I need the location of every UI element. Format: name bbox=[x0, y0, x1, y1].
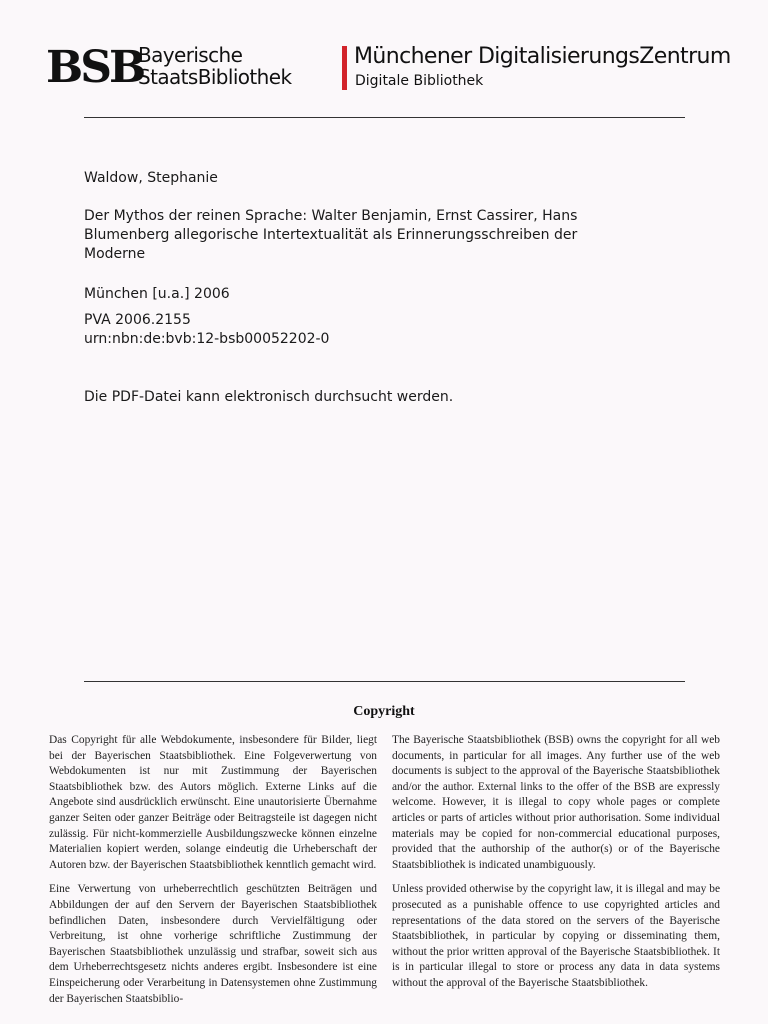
copyright-english-paragraph-2: Unless provided otherwise by the copyright law, it is illegal and may be prosecuted as a punishable offence to use copyrighted articles and representations of the data stored on the servers of the Bayerische Staatsbibliothek, in particular by copying or disseminating them, without the prior written approval of the Bayerische Staatsbibliothek. It is in particular illegal to store or process any data in data systems without the approval of the Bayerische Staatsbibliothek. bbox=[392, 883, 720, 989]
page-header bbox=[46, 42, 746, 92]
bsb-name-line1: Bayerische bbox=[138, 43, 243, 67]
record-shelfmark: PVA 2006.2155 bbox=[84, 312, 191, 328]
bottom-divider bbox=[84, 681, 685, 682]
mdz-subtitle: Digitale Bibliothek bbox=[355, 73, 484, 89]
bsb-logo: BSB bbox=[46, 42, 144, 93]
copyright-heading: Copyright bbox=[353, 704, 415, 719]
mdz-red-bar bbox=[342, 46, 347, 90]
copyright-english-column bbox=[392, 733, 720, 1001]
bsb-name-line2: StaatsBibliothek bbox=[138, 65, 292, 89]
searchable-note: Die PDF-Datei kann elektronisch durchsucht werden. bbox=[84, 389, 454, 405]
top-divider bbox=[84, 117, 685, 118]
mdz-title: Münchener DigitalisierungsZentrum bbox=[354, 44, 731, 69]
copyright-german-paragraph-1: Das Copyright für alle Webdokumente, insbesondere für Bilder, liegt bei der Bayerischen Staatsbibliothek. Eine Folgeverwertung von Webdokumenten ist nur mit Zustimmung der Bayerischen Staatsbibliothek bzw. des Autors möglich. Externe Links auf die Angebote sind ausdrücklich erwünscht. Eine unautorisierte Übernahme ganzer Seiten oder ganzer Beiträge oder Beitragsteile ist dagegen nicht zulässig. Für nicht-kommerzielle Ausbildungszwecke können einzelne Materialien kopiert werden, solange eindeutig die Urheberschaft der Autoren bzw. der Bayerischen Staatsbibliothek kenntlich gemacht wird. bbox=[49, 734, 377, 871]
copyright-german-column bbox=[49, 733, 377, 1016]
copyright-english-paragraph-1: The Bayerische Staatsbibliothek (BSB) owns the copyright for all web documents, in particular for all images. Any further use of the web documents is subject to the approval of the Bayerische Staatsbibliothek and/or the author. External links to the offer of the BSB are expressly welcome. However, it is illegal to copy whole pages or complete articles or parts of articles without prior authorisation. Some individual materials may be copied for non-commercial educational purposes, provided that the authorship of the author(s) or of the Bayerische Staatsbibliothek is indicated unambiguously. bbox=[392, 734, 720, 871]
copyright-german-paragraph-2: Eine Verwertung von urheberrechtlich geschützten Beiträgen und Abbildungen der auf den Servern der Bayerischen Staatsbibliothek befindlichen Daten, insbesondere durch Vervielfältigung oder Verbreitung, ist ohne vorherige schriftliche Zustimmung der Bayerischen Staatsbibliothek unzulässig und strafbar, soweit sich aus dem Urheberrechtsgesetz nichts anderes ergibt. Insbesondere ist eine Einspeicherung oder Verarbeitung in Datensystemen ohne Zustimmung der Bayerischen Staatsbiblio- bbox=[49, 883, 377, 1005]
record-urn: urn:nbn:de:bvb:12-bsb00052202-0 bbox=[84, 331, 330, 347]
record-author: Waldow, Stephanie bbox=[84, 170, 218, 186]
record-title: Der Mythos der reinen Sprache: Walter Benjamin, Ernst Cassirer, Hans Blumenberg allegorische Intertextualität als Erinnerungsschreiben der Moderne bbox=[84, 208, 578, 262]
record-place-year: München [u.a.] 2006 bbox=[84, 286, 230, 302]
bsb-library-name bbox=[138, 44, 291, 88]
